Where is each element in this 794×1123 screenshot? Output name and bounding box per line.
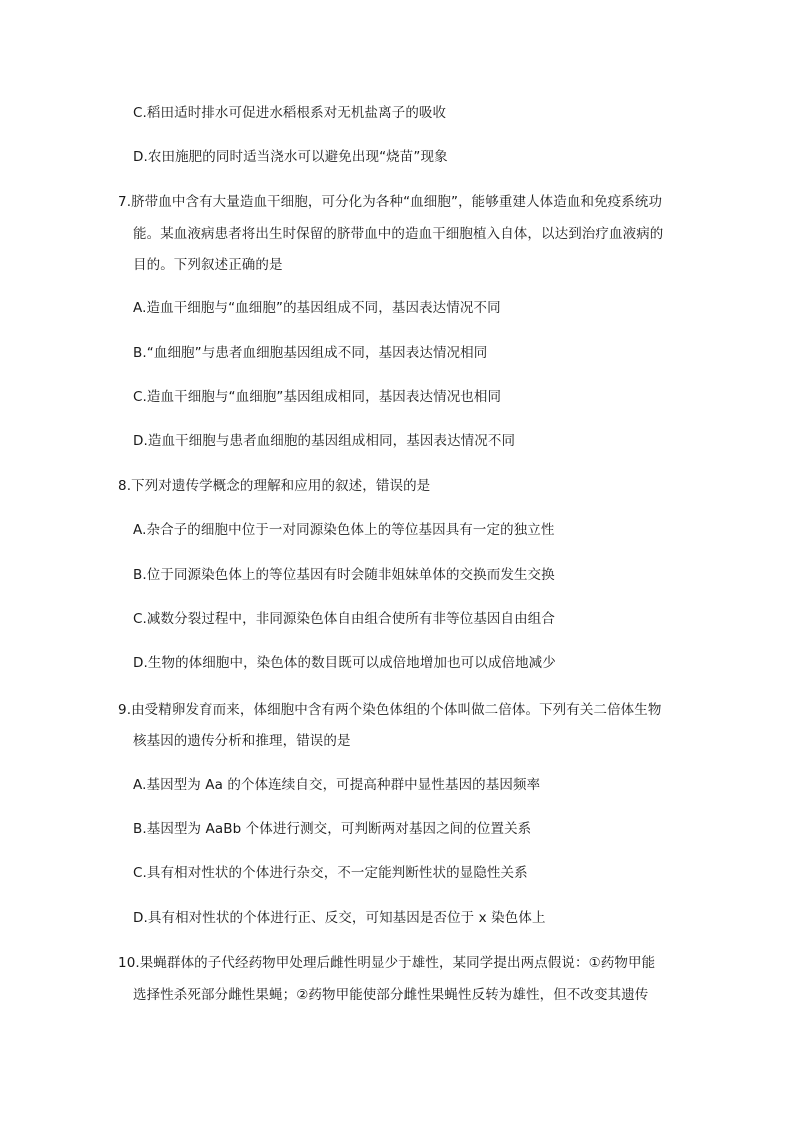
q8-stem-line-1: 8.下列对遗传学概念的理解和应用的叙述，错误的是 [118, 478, 431, 494]
q10-stem-line-2: 选择性杀死部分雌性果蝇；②药物甲能使部分雌性果蝇性反转为雄性，但不改变其遗传 [133, 987, 649, 1003]
q7-option-a: A.造血干细胞与“血细胞”的基因组成不同，基因表达情况不同 [133, 300, 501, 316]
q9-stem-line-2: 核基因的遗传分析和推理，错误的是 [133, 733, 351, 749]
q7-stem-line-3: 目的。下列叙述正确的是 [133, 257, 283, 273]
q10-stem-line-1: 10.果蝇群体的子代经药物甲处理后雌性明显少于雄性，某同学提出两点假说：①药物甲能 [118, 955, 656, 971]
q8-option-b: B.位于同源染色体上的等位基因有时会随非姐妹单体的交换而发生交换 [133, 567, 555, 583]
q9-option-a: A.基因型为 Aa 的个体连续自交，可提高种群中显性基因的基因频率 [133, 777, 541, 793]
q8-option-d: D.生物的体细胞中，染色体的数目既可以成倍地增加也可以成倍地减少 [133, 655, 556, 671]
q8-option-c: C.减数分裂过程中，非同源染色体自由组合使所有非等位基因自由组合 [133, 611, 555, 627]
q7-option-d: D.造血干细胞与患者血细胞的基因组成相同，基因表达情况不同 [133, 433, 516, 449]
q9-option-d: D.具有相对性状的个体进行正、反交，可知基因是否位于 x 染色体上 [133, 910, 546, 926]
q6-option-c: C.稻田适时排水可促进水稻根系对无机盐离子的吸收 [133, 105, 447, 121]
q9-option-c: C.具有相对性状的个体进行杂交，不一定能判断性状的显隐性关系 [133, 865, 528, 881]
q9-option-b: B.基因型为 AaBb 个体进行测交，可判断两对基因之间的位置关系 [133, 821, 532, 837]
q8-option-a: A.杂合子的细胞中位于一对同源染色体上的等位基因具有一定的独立性 [133, 522, 555, 538]
q7-stem-line-1: 7.脐带血中含有大量造血干细胞，可分化为各种“血细胞”，能够重建人体造血和免疫系统功 [118, 194, 663, 210]
q6-option-d: D.农田施肥的同时适当浇水可以避免出现“烧苗”现象 [133, 149, 448, 165]
q7-option-b: B.“血细胞”与患者血细胞基因组成不同，基因表达情况相同 [133, 345, 488, 361]
q9-stem-line-1: 9.由受精卵发育而来，体细胞中含有两个染色体组的个体叫做二倍体。下列有关二倍体生物 [118, 702, 662, 718]
q7-stem-line-2: 能。某血液病患者将出生时保留的脐带血中的造血干细胞植入自体，以达到治疗血液病的 [133, 226, 664, 242]
q7-option-c: C.造血干细胞与“血细胞”基因组成相同，基因表达情况也相同 [133, 389, 502, 405]
